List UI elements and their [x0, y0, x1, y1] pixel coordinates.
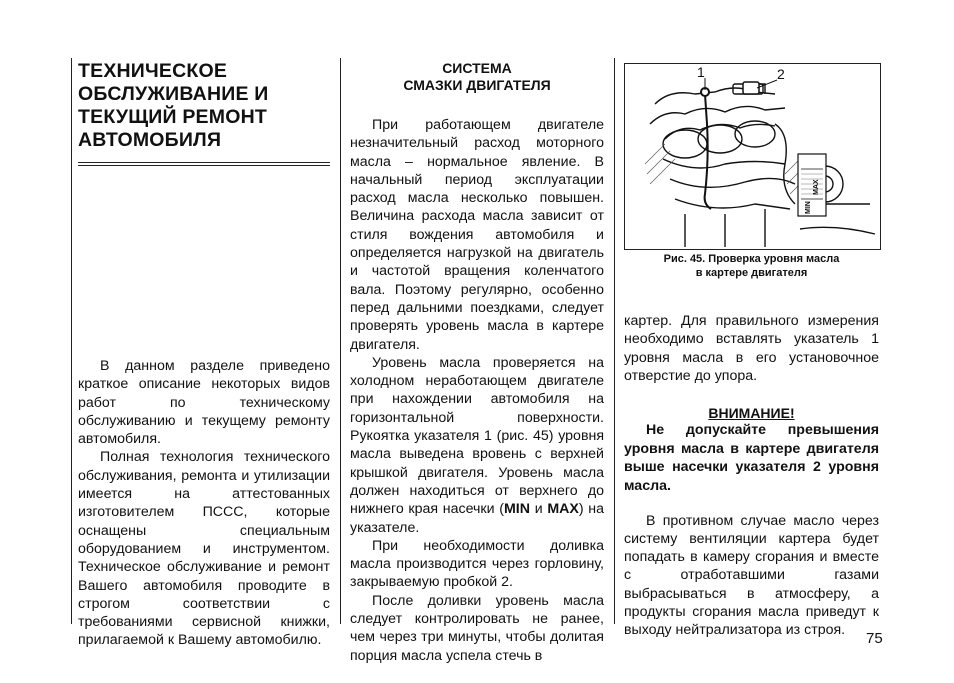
figure-label-1: 1	[697, 64, 705, 80]
caption-line1: Рис. 45. Проверка уровня масла	[663, 253, 840, 265]
measurement-paragraph: картер. Для правильного измерения необходимо вставлять указатель 1 уровня масла в его установочное отверстие до упора.	[624, 313, 879, 384]
oil-check-text-end: ) на указателе.	[350, 501, 605, 536]
oil-check-text: Уровень масла проверяется на холодном неработающем двигателе при нахождении автомобиля на горизонтальной поверхности. Рукоятка указателя 1 (рис. 45) уровня масла выведена вровень с верхней крышкой двигателя. Уровень масла должен находиться от верхнего до нижнего края насечки (	[350, 354, 604, 518]
section-heading-line2: СМАЗКИ ДВИГАТЕЛЯ	[403, 77, 551, 93]
warning-text: Не допускайте превышения уровня масла в картере двигателя выше насечки указателя 2 уровня масла.	[624, 422, 879, 494]
oil-consumption-paragraph: При работающем двигателе незначительный расход моторного масла – нормальное явление. В начальный период эксплуатации расход масла несколько повышен. Величина расхода масла зависит от стиля вождения автомобиля и определяется нагрузкой на двигатель и частотой вращения коленчатого вала. Поэтому регулярно, особенно перед дальними поездками, следует проверять уровень масла в картере двигателя.	[350, 117, 604, 353]
title-underline	[78, 162, 330, 166]
after-topup-paragraph: После доливки уровень масла следует контролировать не ранее, чем через три минуты, чтобы долитая порция масла успела стечь в	[350, 592, 604, 664]
figure-caption	[624, 252, 879, 280]
max-mark: MAX	[547, 501, 579, 518]
left-column-text	[78, 357, 330, 650]
left-column	[78, 60, 330, 166]
column-rule-left	[71, 58, 72, 624]
figure-label-2: 2	[777, 66, 785, 82]
middle-column	[350, 60, 604, 665]
dipstick-max-label: MAX	[813, 179, 820, 195]
column-rule-mid-left	[340, 58, 341, 624]
min-mark: MIN	[503, 501, 530, 518]
column-rule-mid-right	[614, 58, 615, 624]
section-heading-line1: СИСТЕМА	[442, 60, 512, 76]
topup-paragraph: При необходимости доливка масла производится через горловину, закрываемую пробкой 2.	[350, 537, 604, 591]
section-title: ТЕХНИЧЕСКОЕ ОБСЛУЖИВАНИЕ И ТЕКУЩИЙ РЕМОНТ АВТОМОБИЛЯ	[78, 60, 269, 151]
oil-check-paragraph	[350, 354, 604, 537]
caption-line2: в картере двигателя	[695, 267, 808, 279]
and-text: и	[530, 501, 548, 518]
figure-frame	[624, 63, 881, 250]
page-number: 75	[866, 630, 883, 647]
engine-illustration	[625, 64, 880, 249]
dipstick-min-label: MIN	[805, 201, 812, 214]
right-column	[624, 312, 879, 640]
consequence-paragraph: В противном случае масло через систему вентиляции картера будет попадать в камеру сгорания и вместе с отработавшими газами выбрасываться в атмосферу, а продукты сгорания масла приведут к выходу нейтрализатора из строя.	[624, 512, 879, 639]
technology-paragraph: Полная технология технического обслуживания, ремонта и утилизации имеется на аттестованных изготовителем ПССС, которые оснащены специальным оборудованием и инструментом. Техническое обслуживание и ремонт Вашего автомобиля проводите в строгом соответствии с требованиями сервисной книжки, прилагаемой к Вашему автомобилю.	[78, 449, 330, 649]
warning-heading: ВНИМАНИЕ!	[708, 405, 795, 422]
intro-paragraph: В данном разделе приведено краткое описание некоторых видов работ по техническому обслуживанию и текущему ремонту автомобиля.	[78, 358, 330, 448]
